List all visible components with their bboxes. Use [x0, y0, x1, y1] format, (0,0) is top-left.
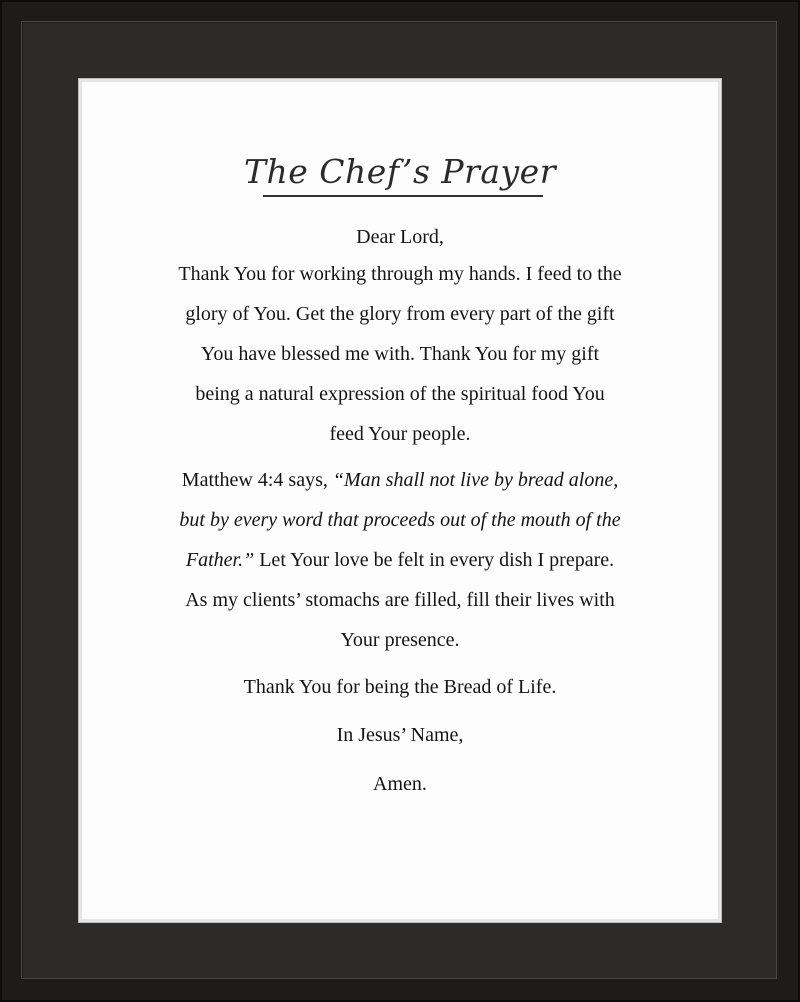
closing-line: In Jesus’ Name, [336, 724, 464, 746]
paragraph-1-line: You have blessed me with. Thank You for my gift [200, 343, 600, 365]
paragraph-2-line: As my clients’ stomachs are filled, fill their lives with [185, 589, 615, 611]
thanks-block [82, 667, 718, 707]
prayer-title: The Chef’s Prayer [244, 152, 556, 191]
scripture-quote: Father.” [185, 549, 255, 571]
paragraph-2-line-3 [82, 540, 718, 580]
amen-block [82, 764, 718, 804]
prayer-paper [82, 82, 718, 919]
scripture-quote: but by every word that proceeds out of the mouth of the [179, 509, 621, 531]
paragraph-1-line: being a natural expression of the spiritual food You [195, 383, 605, 405]
paragraph-1 [82, 254, 718, 454]
paragraph-2-line-1 [82, 460, 718, 500]
greeting-block [82, 217, 718, 257]
scripture-reference: Matthew 4:4 says, [181, 469, 333, 491]
paragraph-2-text: Let Your love be felt in every dish I prepare. [254, 549, 615, 571]
paragraph-2-line: Your presence. [340, 629, 460, 651]
title-underline [263, 195, 543, 197]
paragraph-1-line: feed Your people. [329, 423, 471, 445]
paragraph-1-line: Thank You for working through my hands. I feed to the [178, 263, 622, 285]
amen-line: Amen. [373, 773, 427, 795]
closing-block [82, 715, 718, 755]
paragraph-1-line: glory of You. Get the glory from every part of the gift [185, 303, 615, 325]
paragraph-2 [82, 460, 718, 660]
greeting: Dear Lord, [356, 226, 444, 248]
thanks-line: Thank You for being the Bread of Life. [243, 676, 557, 698]
scripture-quote: “Man shall not live by bread alone, [332, 469, 619, 491]
